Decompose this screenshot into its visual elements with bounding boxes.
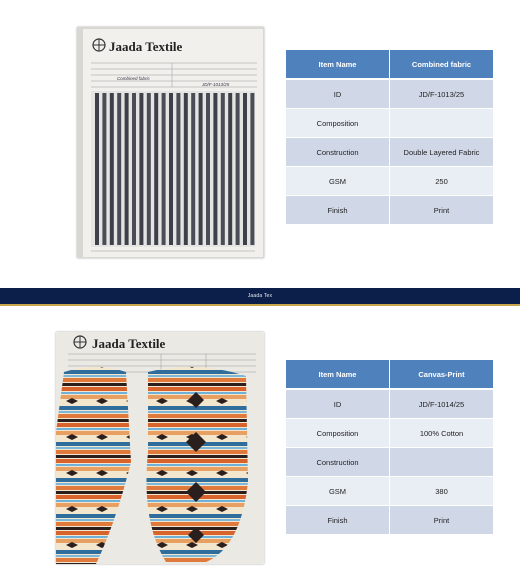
table-row xyxy=(286,109,494,138)
table-row xyxy=(286,167,494,196)
spec-table-combined xyxy=(286,50,494,225)
section-divider xyxy=(0,288,520,306)
row-value: 100% Cotton xyxy=(390,419,494,448)
row-value: Double Layered Fabric xyxy=(390,138,494,167)
spec-table-header-row xyxy=(286,50,494,80)
table-row xyxy=(286,477,494,506)
table-row xyxy=(286,138,494,167)
row-label: Finish xyxy=(286,506,390,535)
table-row xyxy=(286,390,494,419)
row-value: 380 xyxy=(390,477,494,506)
row-label: Construction xyxy=(286,138,390,167)
row-value: 250 xyxy=(390,167,494,196)
jaada-logo-icon xyxy=(93,39,105,51)
photo-note-1: Combined fabric xyxy=(117,76,150,81)
photo-brand-text-2: Jaada Textile xyxy=(92,336,166,351)
row-label: GSM xyxy=(286,167,390,196)
table-row xyxy=(286,506,494,535)
spec-table-canvas-print xyxy=(286,360,494,535)
fabric-photo-canvas-print xyxy=(56,332,264,564)
row-value: JD/F-1013/25 xyxy=(390,80,494,109)
photo-note-2: JD/F-1013/25 xyxy=(202,82,230,87)
row-label: ID xyxy=(286,390,390,419)
table-row xyxy=(286,419,494,448)
table-row xyxy=(286,196,494,225)
column-header-item-name: Item Name xyxy=(286,50,390,80)
row-label: Construction xyxy=(286,448,390,477)
row-value: Print xyxy=(390,506,494,535)
spec-table-header-row xyxy=(286,360,494,390)
row-value xyxy=(390,109,494,138)
row-label: Composition xyxy=(286,419,390,448)
column-header-item-name: Item Name xyxy=(286,360,390,390)
row-label: Composition xyxy=(286,109,390,138)
row-value: Print xyxy=(390,196,494,225)
row-label: Finish xyxy=(286,196,390,225)
row-label: ID xyxy=(286,80,390,109)
table-row xyxy=(286,448,494,477)
fabric-photo-combined xyxy=(77,27,264,258)
column-header-item-value: Canvas-Print xyxy=(390,360,494,390)
column-header-item-value: Combined fabric xyxy=(390,50,494,80)
row-value xyxy=(390,448,494,477)
divider-text: Jaada Tex xyxy=(247,293,273,299)
table-row xyxy=(286,80,494,109)
row-label: GSM xyxy=(286,477,390,506)
photo-brand-text-1: Jaada Textile xyxy=(109,39,183,54)
jaada-logo-icon xyxy=(74,336,86,348)
row-value: JD/F-1014/25 xyxy=(390,390,494,419)
